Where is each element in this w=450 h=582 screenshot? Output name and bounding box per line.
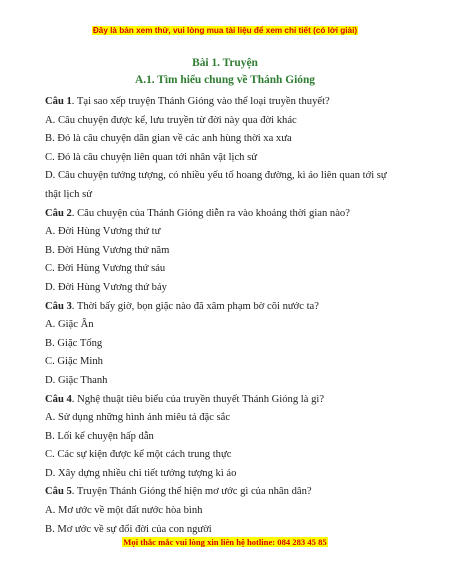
question-text: . Nghệ thuật tiêu biểu của truyền thuyết Thánh Gióng là gì? [71,393,325,405]
answer-option: C. Các sự kiện được kể một cách trung thực [45,449,232,461]
preview-notice-banner [0,25,450,36]
question-5 [45,483,415,502]
answer-option: C. Giặc Minh [45,356,103,368]
question-list [45,93,415,539]
question-4 [45,391,415,410]
answer-option-continued: thật lịch sử [45,188,92,200]
answer-option: D. Giặc Thanh [45,374,108,386]
answer-option: C. Đó là câu chuyện liên quan tới nhân vật lịch sử [45,151,257,163]
answer-option: B. Đó là câu chuyện dân gian về các anh hùng thời xa xưa [45,133,292,145]
answer-option: B. Đời Hùng Vương thứ năm [45,244,170,256]
answer-option: D. Đời Hùng Vương thứ bảy [45,281,167,293]
question-number: Câu 1 [45,96,72,107]
answer-option: A. Giặc Ân [45,319,94,331]
question-number: Câu 3 [45,300,72,312]
answer-option: A. Sử dụng những hình ảnh miêu tả đặc sắc [45,412,231,424]
question-text: . Tại sao xếp truyện Thánh Gióng vào thể loại truyền thuyết? [71,96,330,107]
answer-option: A. Mơ ước về một đất nước hòa bình [45,505,203,517]
answer-option: A. Câu chuyện được kể, lưu truyền từ đời này qua đời khác [45,114,297,126]
hotline-footer-banner [0,536,450,548]
section-title: A.1. Tìm hiểu chung về Thánh Gióng [135,74,315,86]
answer-option: A. Đời Hùng Vương thứ tư [45,226,161,238]
question-text: . Thời bấy giờ, bọn giặc nào đã xâm phạm bờ cõi nước ta? [71,300,319,312]
lesson-title: Bài 1. Truyện [192,57,258,69]
question-3 [45,298,415,317]
answer-option: C. Đời Hùng Vương thứ sáu [45,263,166,275]
answer-option: B. Mơ ước về sự đổi đời của con người [45,523,212,535]
question-1 [45,93,415,112]
answer-option: B. Giặc Tống [45,337,103,349]
question-number: Câu 4 [45,393,72,405]
question-2 [45,205,415,224]
question-number: Câu 5 [45,486,72,498]
question-number: Câu 2 [45,207,72,219]
preview-notice-text: Đây là bản xem thử, vui lòng mua tài liệu để xem chi tiết (có lời giải) [92,26,358,35]
answer-option: D. Xây dựng nhiều chi tiết tưởng tượng kì ảo [45,467,237,479]
question-text: . Truyện Thánh Gióng thể hiện mơ ước gì của nhân dân? [71,486,312,498]
hotline-text: Mọi thắc mắc vui lòng xin liên hệ hotline: 084 283 45 85 [123,537,327,547]
answer-option: B. Lối kể chuyện hấp dẫn [45,430,154,442]
answer-option: D. Câu chuyện tưởng tượng, có nhiều yếu tố hoang đường, kì ảo liên quan tới sự [45,170,387,182]
question-text: . Câu chuyện của Thánh Gióng diễn ra vào khoảng thời gian nào? [71,207,350,219]
